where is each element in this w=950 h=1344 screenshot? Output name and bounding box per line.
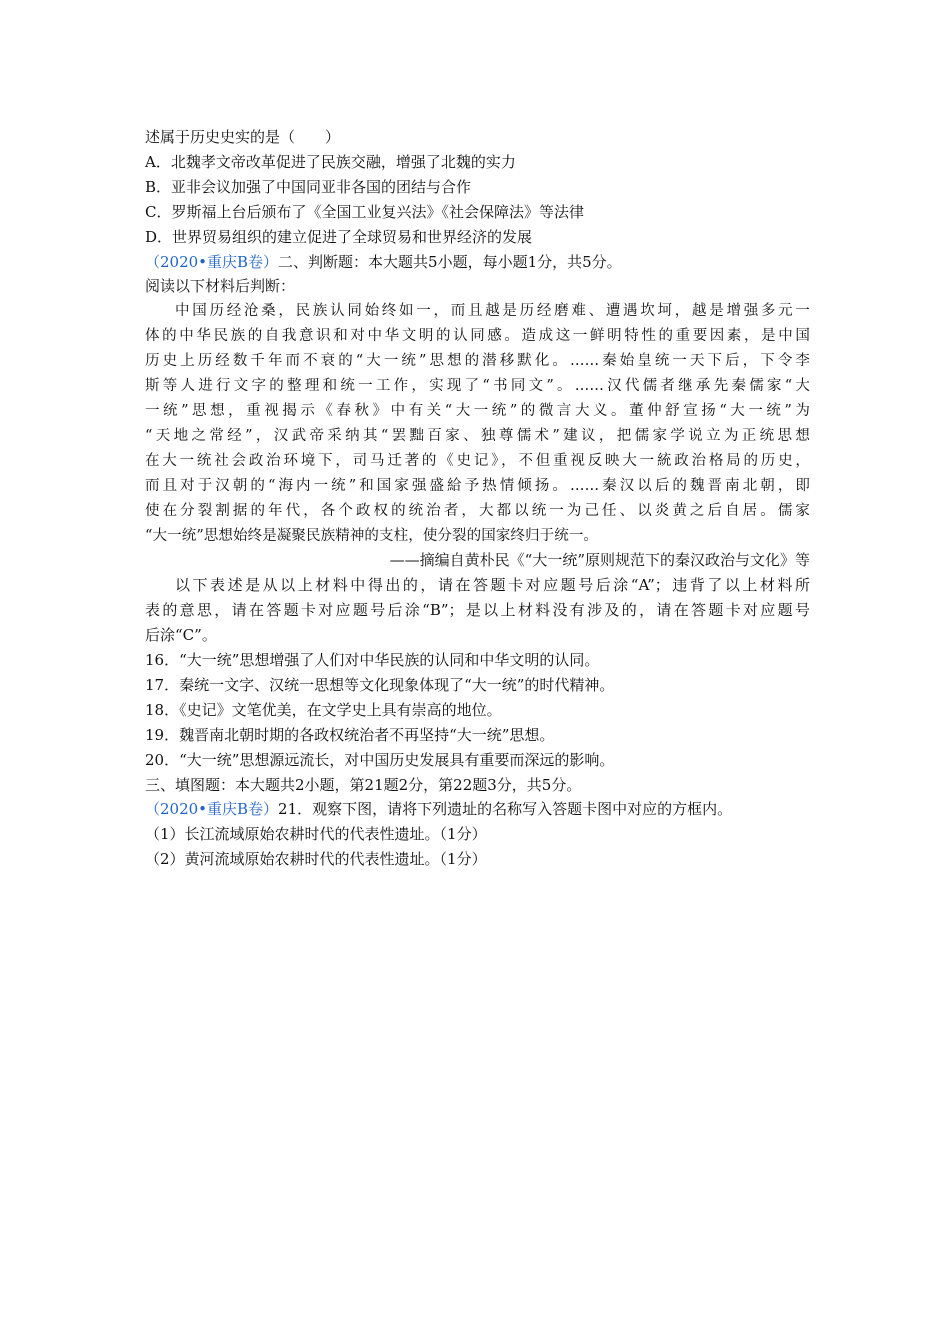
section3-title: 三、填图题：本大题共2小题，第21题2分，第22题3分，共5分。 [145,775,582,794]
statement-20: 20．“大一统”思想源远流长，对中国历史发展具有重要而深远的影响。 [145,750,615,769]
section2-heading [145,250,810,275]
passage-line: “天地之常经”，汉武帝采纳其“罢黜百家、独尊儒术”建议，把儒家学说立为正统思想 [145,427,810,444]
option-d: D．世界贸易组织的建立促进了全球贸易和世界经济的发展 [145,227,533,246]
section3-source-tag: （2020•重庆B卷） [145,800,279,819]
section2-title: 二、判断题：本大题共5小题，每小题1分，共5分。 [278,252,622,271]
document-content [145,125,810,872]
statement-19: 19．魏晋南北朝时期的各政权统治者不再坚持“大一统”思想。 [145,725,555,744]
passage-line: 使在分裂割据的年代，各个政权的统治者，大都以统一为己任、以炎黄之后自居。儒家 [145,502,810,519]
passage-line: 一统”思想，重视揭示《春秋》中有关“大一统”的微言大义。董仲舒宣扬“大一统”为 [145,402,810,419]
option-c: C．罗斯福上台后颁布了《全国工业复兴法》《社会保障法》等法律 [145,202,584,221]
statement-18: 18．《史记》文笔优美，在文学史上具有崇高的地位。 [145,700,502,719]
judge-instruction [145,573,810,648]
question-21-text: 21．观察下图，请将下列遗址的名称写入答题卡图中对应的方框内。 [278,800,733,819]
judge-instruction-line: 以下表述是从以上材料中得出的，请在答题卡对应题号后涂“A”；违背了以上材料所 [175,576,810,595]
option-b: B．亚非会议加强了中国同亚非各国的团结与合作 [145,177,472,196]
judge-instruction-line: 后涂“C”。 [145,626,217,645]
reading-instruction: 阅读以下材料后判断： [145,277,296,296]
passage-line: 而且对于汉朝的“海内一统”和国家强盛給予热情倾扬。……秦汉以后的魏晋南北朝，即 [145,477,810,494]
judge-instruction-line: 表的意思，请在答题卡对应题号后涂“B”；是以上材料没有涉及的，请在答题卡对应题号 [145,601,810,620]
reading-passage [145,299,810,548]
option-a: A．北魏孝文帝改革促进了民族交融，增强了北魏的实力 [145,152,516,171]
passage-line: 中国历经沧桑，民族认同始终如一，而且越是历经磨难、遭遇坎坷，越是增强多元一 [175,303,810,320]
passage-line: 体的中华民族的自我意识和对中华文明的认同感。造成这一鲜明特性的重要因素，是中国 [145,328,810,345]
question-21 [145,797,810,822]
statement-16: 16．“大一统”思想增强了人们对中华民族的认同和中华文明的认同。 [145,651,600,670]
statement-17: 17．秦统一文字、汉统一思想等文化现象体现了“大一统”的时代精神。 [145,675,615,694]
passage-line: 历史上历经数千年而不衰的“大一统”思想的潜移默化。……秦始皇统一天下后，下令李 [145,353,810,370]
passage-source: ——摘编自黄朴民《“大一统”原则规范下的秦汉政治与文化》等 [389,551,810,570]
question-stem: 述属于历史史实的是（ ） [145,128,341,146]
sub-item-2: （2）黄河流域原始农耕时代的代表性遗址。（1分） [145,850,487,869]
section2-source-tag: （2020•重庆B卷） [145,252,279,271]
passage-line: “大一统”思想始终是凝聚民族精神的支柱，使分裂的国家终归于统一。 [145,527,599,544]
passage-line: 斯等人进行文字的整理和统一工作，实现了“书同文”。……汉代儒者继承先秦儒家“大 [145,378,810,395]
passage-line: 在大一统社会政治环境下，司马迁著的《史记》，不但重视反映大一統政治格局的历史， [145,452,810,469]
sub-item-1: （1）长江流域原始农耕时代的代表性遗址。（1分） [145,825,487,844]
